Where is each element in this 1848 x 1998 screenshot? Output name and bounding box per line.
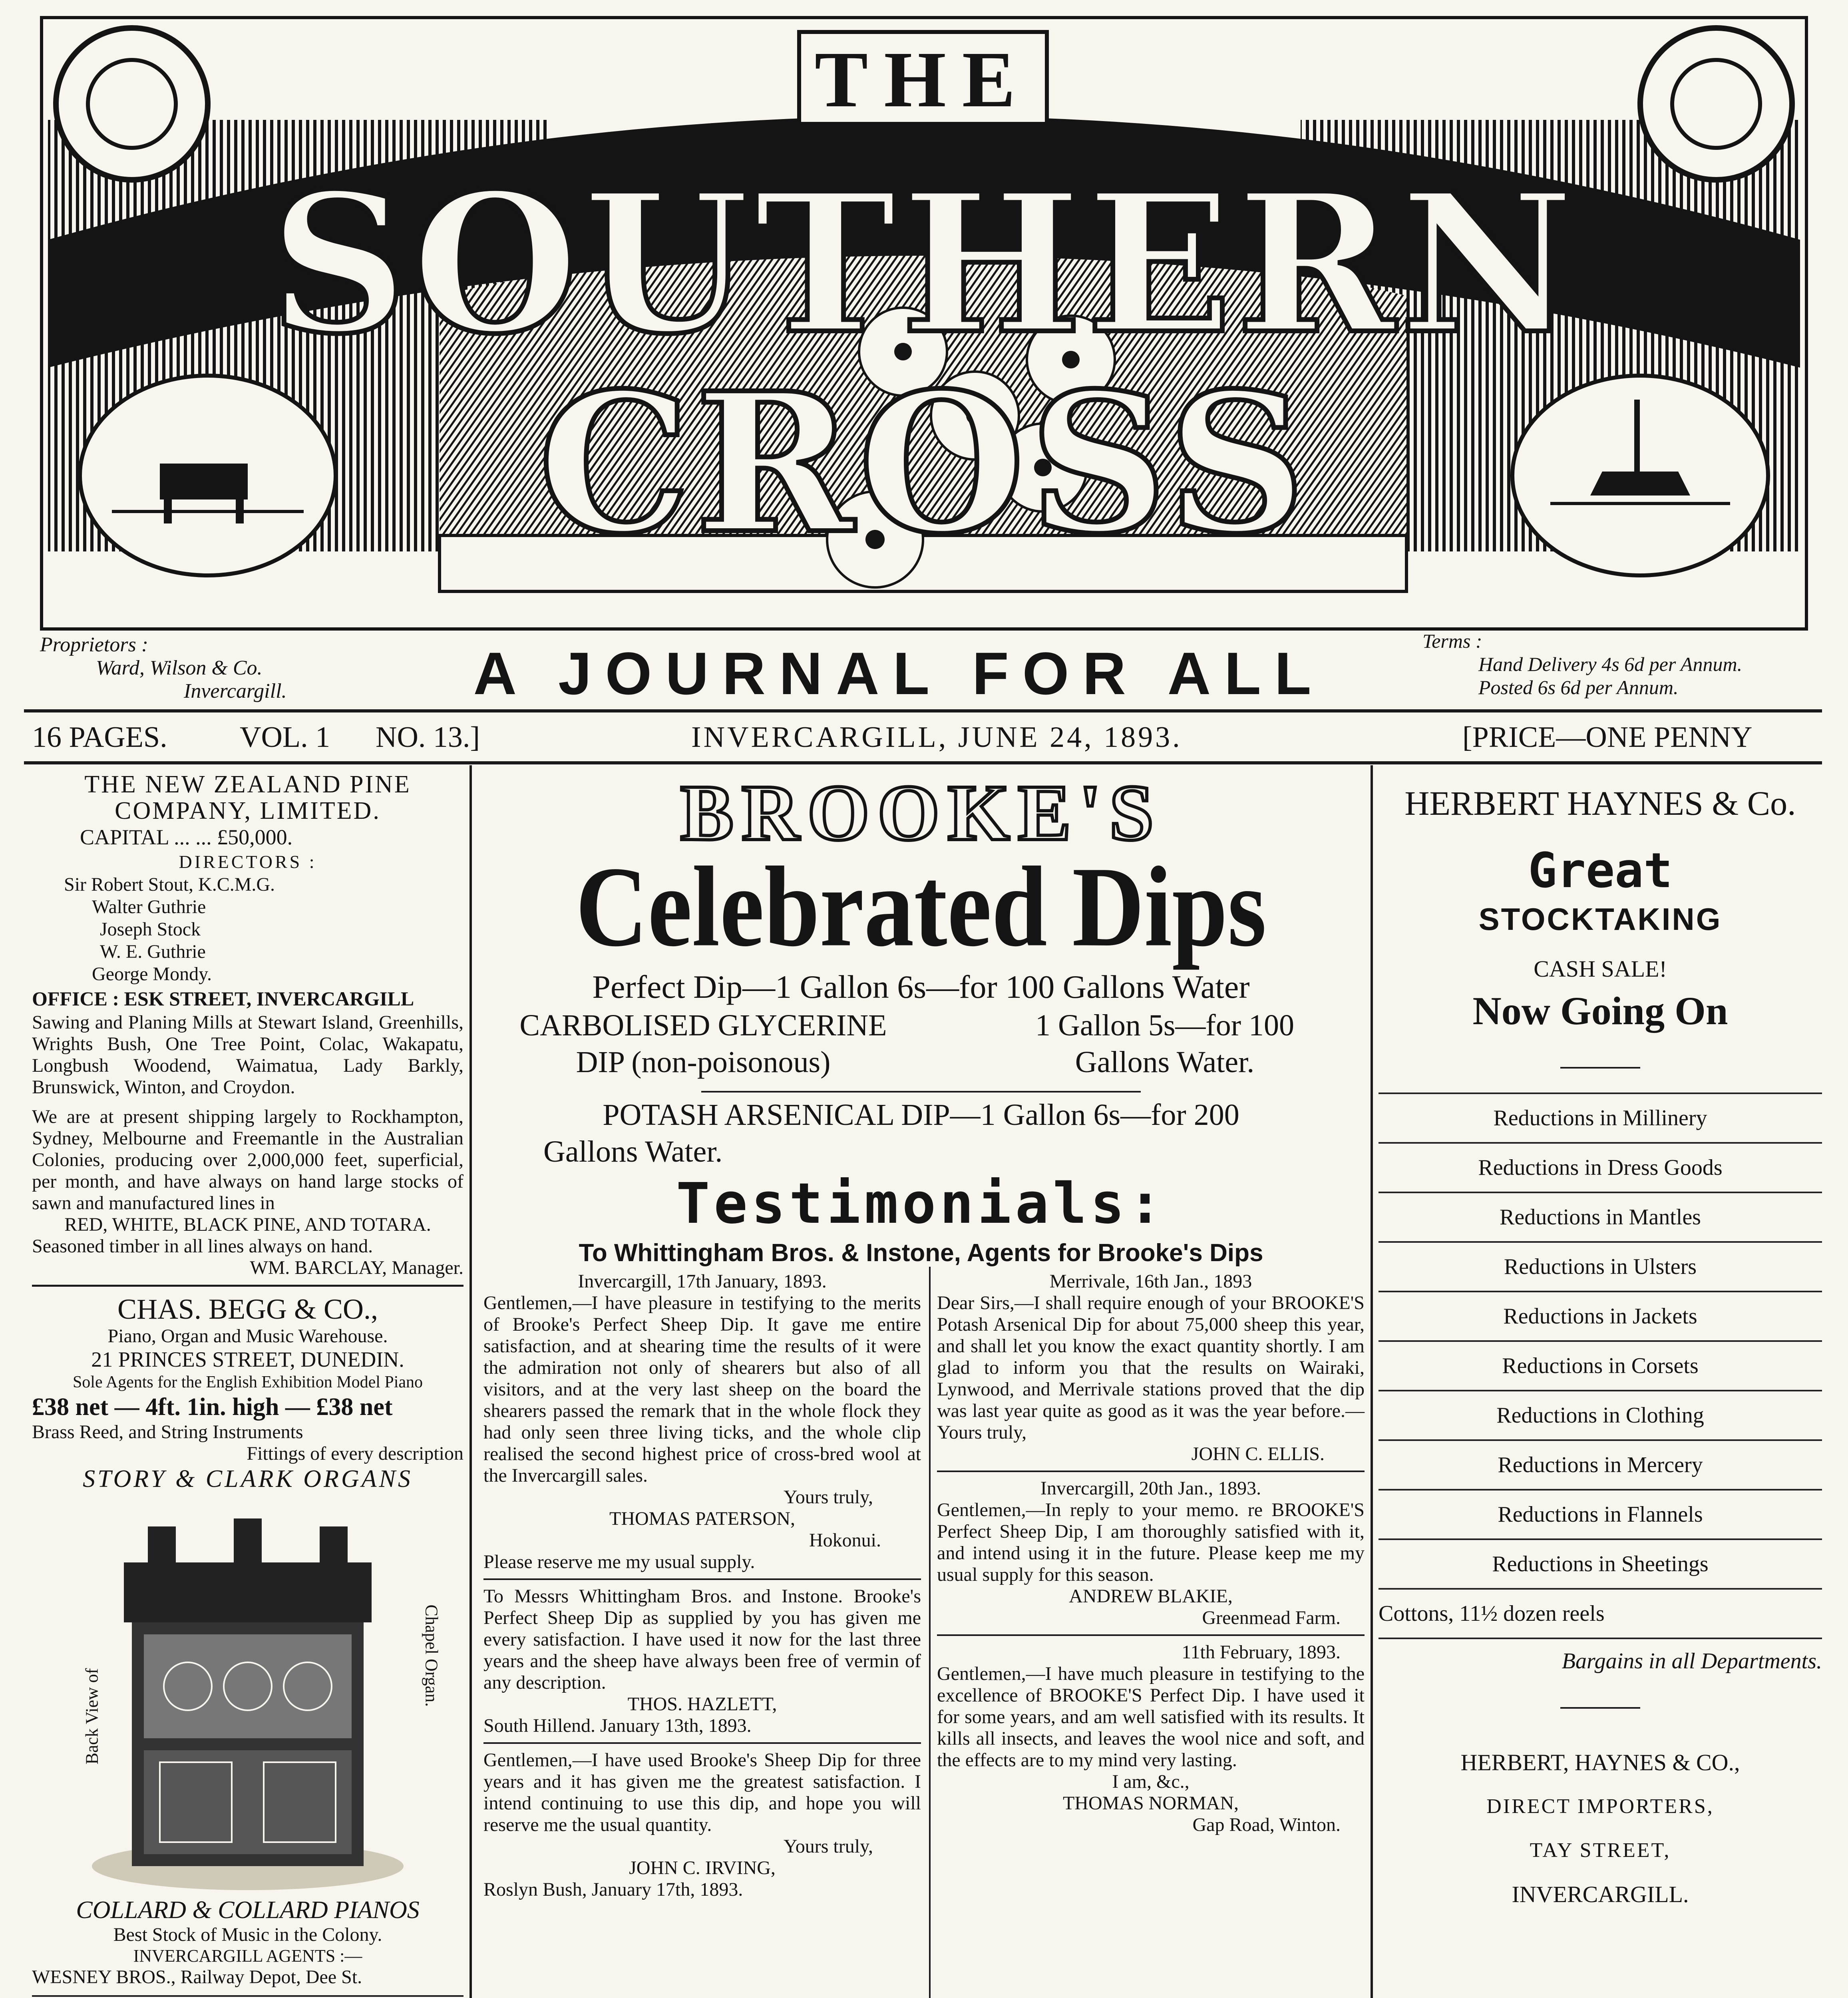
organ-illustration xyxy=(88,1514,408,1894)
proprietors-label: Proprietors : xyxy=(40,633,149,656)
begg-pianos: COLLARD & COLLARD PIANOS xyxy=(76,1897,420,1924)
pine-title: THE NEW ZEALAND PINE COMPANY, LIMITED. xyxy=(84,771,411,824)
issue-rule-bottom xyxy=(24,761,1822,764)
reduction-item: Reductions in Flannels xyxy=(1379,1491,1822,1540)
reduction-item: Reductions in Millinery xyxy=(1379,1094,1822,1144)
issue-line xyxy=(32,715,1822,759)
t6-close: I am, &c., xyxy=(1112,1771,1190,1792)
brooke-divider xyxy=(701,1091,1141,1093)
issue-price: [PRICE—ONE PENNY xyxy=(1462,721,1753,754)
haynes-cottons: Cottons, 11½ dozen reels xyxy=(1379,1590,1822,1639)
haynes-sign3: TAY STREET, xyxy=(1530,1839,1671,1862)
director-1: Sir Robert Stout, K.C.M.G. xyxy=(64,874,275,895)
testimonials-left xyxy=(483,1271,921,1900)
organ-icon xyxy=(88,1514,408,1894)
t2-name: THOS. HAZLETT, xyxy=(627,1694,777,1715)
masthead-subtitle: A JOURNAL FOR ALL xyxy=(473,640,1325,707)
organ-side-right: Chapel Organ. xyxy=(422,1604,442,1707)
begg-inner-rule xyxy=(32,1995,463,1997)
issue-rule-top xyxy=(24,709,1822,712)
column-rule-left xyxy=(469,765,472,1998)
pine-company-ad xyxy=(32,771,463,1279)
begg-agents-label: INVERCARGILL AGENTS :— xyxy=(133,1946,362,1966)
reduction-item: Reductions in Corsets xyxy=(1379,1342,1822,1391)
pine-directors xyxy=(32,874,463,985)
column-rule-right xyxy=(1371,765,1373,1998)
masthead xyxy=(40,16,1808,631)
pine-capital: CAPITAL ... ... £50,000. xyxy=(80,825,293,849)
pine-directors-label: DIRECTORS : xyxy=(179,852,317,872)
begg-agents: WESNEY BROS., Railway Depot, Dee St. xyxy=(32,1966,362,1988)
pine-office: OFFICE : ESK STREET, INVERCARGILL xyxy=(32,987,414,1010)
proprietors xyxy=(40,633,400,703)
brooke-potash-1: POTASH ARSENICAL DIP—1 Gallon 6s—for 200 xyxy=(603,1098,1239,1132)
begg-organs: STORY & CLARK ORGANS xyxy=(83,1465,413,1493)
begg-line2: 21 PRINCES STREET, DUNEDIN. xyxy=(91,1347,404,1371)
t6-name: THOMAS NORMAN, xyxy=(1062,1793,1239,1814)
issue-number: NO. 13.] xyxy=(376,721,480,754)
begg-line5: Fittings of every description xyxy=(247,1443,463,1464)
terms-delivery: Hand Delivery 4s 6d per Annum. xyxy=(1478,653,1743,675)
begg-ad xyxy=(32,1293,463,1493)
issue-place-date: INVERCARGILL, JUNE 24, 1893. xyxy=(691,721,1182,754)
brooke-ad xyxy=(479,771,1363,1268)
carbolised-line2: DIP (non-poisonous) xyxy=(576,1045,831,1079)
brooke-potash-2: Gallons Water. xyxy=(543,1135,723,1168)
terms xyxy=(1422,629,1814,699)
reduction-item: Reductions in Mercery xyxy=(1379,1441,1822,1491)
brooke-name: BROOKE'S xyxy=(680,769,1162,857)
t5-date: Invercargill, 20th Jan., 1893. xyxy=(1040,1478,1261,1499)
brooke-dips: Celebrated Dips xyxy=(575,843,1267,971)
t4-date: Merrivale, 16th Jan., 1893 xyxy=(1049,1271,1252,1292)
carbolised-line1: CARBOLISED GLYCERINE xyxy=(519,1009,887,1042)
terms-posted: Posted 6s 6d per Annum. xyxy=(1478,676,1679,699)
pine-timbers: RED, WHITE, BLACK PINE, AND TOTARA. xyxy=(64,1214,431,1235)
t4-rule xyxy=(937,1471,1365,1472)
t1-name: THOMAS PATERSON, xyxy=(609,1508,795,1529)
director-3: Joseph Stock xyxy=(100,919,201,940)
t1-close: Yours truly, xyxy=(783,1487,873,1508)
issue-volume: VOL. 1 xyxy=(240,721,330,754)
haynes-now-going: Now Going On xyxy=(1472,989,1728,1033)
begg-stock: Best Stock of Music in the Colony. xyxy=(113,1924,382,1945)
testimonial-rule xyxy=(929,1267,931,1998)
begg-line1: Piano, Organ and Music Warehouse. xyxy=(107,1325,388,1347)
reduction-item: Reductions in Ulsters xyxy=(1379,1243,1822,1292)
t1-place: Hokonui. xyxy=(809,1530,881,1551)
t3-name: JOHN C. IRVING, xyxy=(629,1857,776,1879)
reduction-item: Reductions in Dress Goods xyxy=(1379,1144,1822,1193)
haynes-title: HERBERT HAYNES & Co. xyxy=(1404,784,1796,822)
masthead-the: THE xyxy=(814,36,1032,124)
carbolised-right1: 1 Gallon 5s—for 100 xyxy=(1035,1009,1295,1042)
pine-rule xyxy=(32,1285,463,1287)
haynes-sign1: HERBERT, HAYNES & CO., xyxy=(1460,1749,1740,1775)
t5-rule xyxy=(937,1634,1365,1636)
testimonials-right xyxy=(937,1271,1365,1836)
t5-name: ANDREW BLAKIE, xyxy=(1069,1586,1233,1607)
haynes-short-rule xyxy=(1560,1067,1640,1069)
reduction-item: Reductions in Sheetings xyxy=(1379,1540,1822,1590)
haynes-great: Great xyxy=(1528,843,1673,899)
brooke-perfect: Perfect Dip—1 Gallon 6s—for 100 Gallons Water xyxy=(592,969,1250,1005)
t6-body: Gentlemen,—I have much pleasure in testifying to the excellence of BROOKE'S Perfect Dip. I have used it for some years, and am well satisfied with its results. It kills all insects, and leaves the wool nice and soft, and the effects are to my mind very lasting. xyxy=(937,1663,1365,1771)
reduction-item: Reductions in Jackets xyxy=(1379,1292,1822,1342)
t6-date: 11th February, 1893. xyxy=(1182,1642,1341,1663)
brooke-carbolised xyxy=(479,1007,1363,1087)
director-4: W. E. Guthrie xyxy=(100,941,206,962)
issue-pages: 16 PAGES. xyxy=(32,721,167,754)
t2-place: South Hillend. January 13th, 1893. xyxy=(483,1715,752,1736)
t2-body: To Messrs Whittingham Bros. and Instone. Brooke's Perfect Sheep Dip as supplied by you has given me every satisfaction. I have used it now for the last three years and the sheep have always been free of vermin of any description. xyxy=(483,1586,921,1693)
haynes-cash-sale: CASH SALE! xyxy=(1534,956,1667,982)
organ-side-left: Back View of xyxy=(82,1668,102,1765)
t1-body: Gentlemen,—I have pleasure in testifying to the merits of Brooke's Perfect Sheep Dip. It gave me entire satisfaction, and at shearing time the results of it were the admiration not only of shearers but also of all visitors, and at the very last sheep on the board the shearers passed the remark that in the whole flock they had only seen three living ticks, and the whole clip realised the second highest price of cross-bred wool at the Invercargill sales. xyxy=(483,1292,921,1486)
carbolised-right2: Gallons Water. xyxy=(1075,1045,1255,1079)
haynes-sign2: DIRECT IMPORTERS, xyxy=(1486,1795,1714,1818)
brooke-testimonials: Testimonials: xyxy=(676,1171,1166,1236)
haynes-short-rule-2 xyxy=(1560,1707,1640,1709)
t4-body: Dear Sirs,—I shall require enough of your BROOKE'S Potash Arsenical Dip for about 75,000 sheep this year, and shall let you know the exact quantity shortly. I am glad to inform you that the results on Wairaki, Lynwood, and Merrivale stations proved that the dip was last year quite as good as it was the year before.—Yours truly, xyxy=(937,1292,1365,1443)
director-2: Walter Guthrie xyxy=(92,896,206,917)
t3-place: Roslyn Bush, January 17th, 1893. xyxy=(483,1879,743,1900)
t3-body: Gentlemen,—I have used Brooke's Sheep Dip for three years and it has given me the greatest satisfaction. I intend continuing to use this dip, and hope you will reserve me the usual quantity. xyxy=(483,1749,921,1835)
pine-seasoned: Seasoned timber in all lines always on hand. xyxy=(32,1236,373,1257)
pine-mills: Sawing and Planing Mills at Stewart Island, Greenhills, Wrights Bush, One Tree Point, Colac, Wakapatu, Longbush Woodend, Waimatua, Lady Barkly, Brunswick, Winton, and Croydon. xyxy=(32,1012,463,1098)
reduction-item: Reductions in Clothing xyxy=(1379,1391,1822,1441)
proprietors-city: Invercargill. xyxy=(184,680,287,702)
masthead-title: SOUTHERN CROSS xyxy=(269,151,1579,576)
t5-place: Greenmead Farm. xyxy=(1202,1607,1341,1628)
begg-price: £38 net — 4ft. 1in. high — £38 net xyxy=(32,1393,393,1421)
director-5: George Mondy. xyxy=(92,963,212,985)
begg-title: CHAS. BEGG & CO., xyxy=(117,1293,378,1325)
haynes-sign4: INVERCARGILL. xyxy=(1512,1881,1689,1907)
haynes-ad xyxy=(1379,783,1822,1916)
t2-rule xyxy=(483,1742,921,1744)
begg-ad-lower xyxy=(32,1896,463,1998)
pine-manager: WM. BARCLAY, Manager. xyxy=(250,1257,463,1278)
pine-shipping: We are at present shipping largely to Rockhampton, Sydney, Melbourne and Freemantle in the Australian Colonies, producing over 2,000,000 feet, superficial, per month, and have always on hand large stocks of sawn and manufactured lines in xyxy=(32,1106,463,1214)
haynes-bargains: Bargains in all Departments. xyxy=(1562,1649,1822,1674)
t1-rule xyxy=(483,1578,921,1580)
begg-line4: Brass Reed, and String Instruments xyxy=(32,1421,303,1443)
begg-line3: Sole Agents for the English Exhibition Model Piano xyxy=(72,1373,423,1391)
brooke-to-line: To Whittingham Bros. & Instone, Agents for Brooke's Dips xyxy=(579,1239,1263,1267)
haynes-stocktaking: STOCKTAKING xyxy=(1478,901,1722,937)
reduction-item: Reductions in Mantles xyxy=(1379,1193,1822,1243)
t6-place: Gap Road, Winton. xyxy=(1192,1814,1341,1835)
haynes-reductions xyxy=(1379,1093,1822,1639)
terms-label: Terms : xyxy=(1422,630,1482,652)
t1-date: Invercargill, 17th January, 1893. xyxy=(578,1271,827,1292)
t4-name: JOHN C. ELLIS. xyxy=(1191,1443,1325,1465)
t3-close: Yours truly, xyxy=(783,1836,873,1857)
proprietors-name: Ward, Wilson & Co. xyxy=(96,657,263,679)
t1-ps: Please reserve me my usual supply. xyxy=(483,1551,755,1572)
t5-body: Gentlemen,—In reply to your memo. re BROOKE'S Perfect Sheep Dip, I am thoroughly satisfied with it, and intend using it in the future. Please keep me my usual supply for this season. xyxy=(937,1499,1365,1585)
